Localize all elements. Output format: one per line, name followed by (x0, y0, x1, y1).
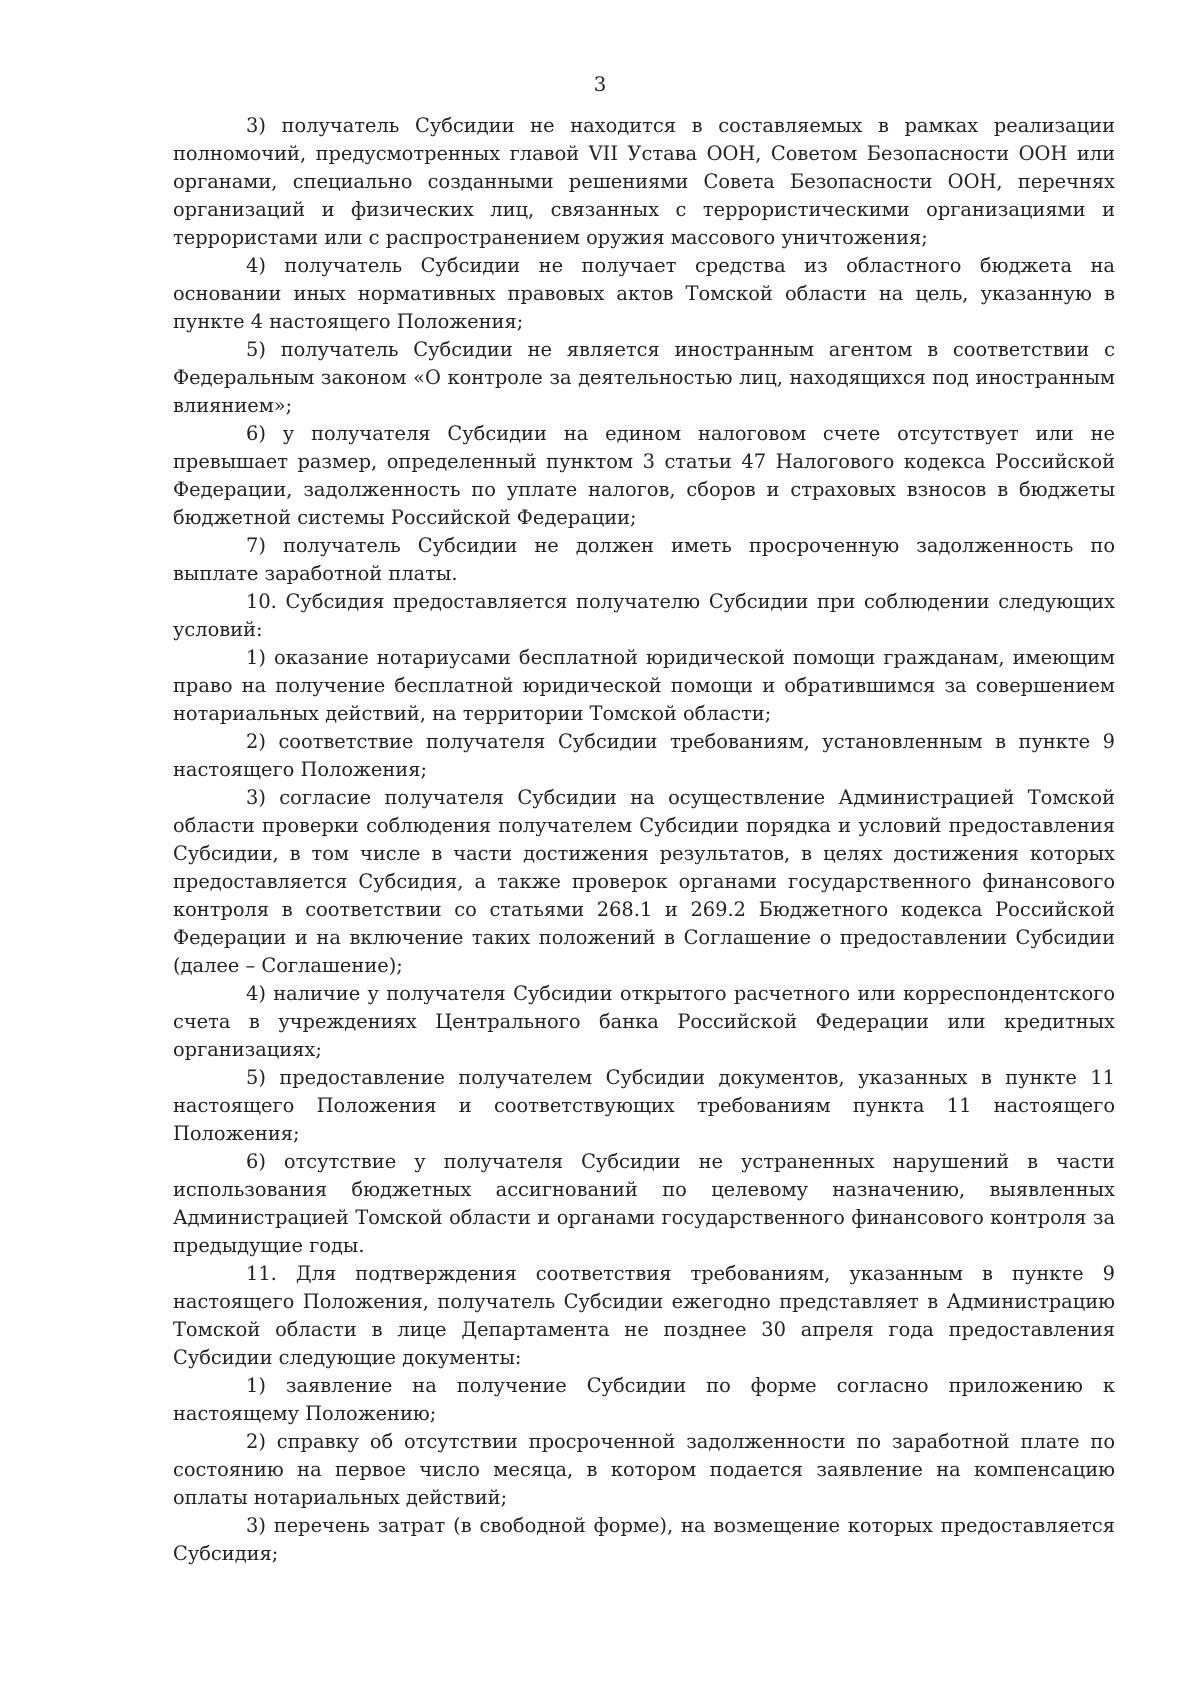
paragraph-item-11-1: 1) заявление на получение Субсидии по форме согласно приложению к настоящему Положению; (173, 1374, 1115, 1425)
page-number: 3 (593, 72, 607, 96)
document-body (173, 112, 1115, 1568)
paragraph-clause-10: 10. Субсидия предоставляется получателю Субсидии при соблюдении следующих условий: (173, 590, 1115, 641)
paragraph-item-10-3: 3) согласие получателя Субсидии на осуществление Администрацией Томской области проверки соблюдения получателем Субсидии порядка и условий предоставления Субсидии, в том числе в части достижения результатов, в целях достижения которых предоставляется Субсидия, а также проверок органами государственного финансового контроля в соответствии со статьями 268.1 и 269.2 Бюджетного кодекса Российской Федерации и на включение таких положений в Соглашение о предоставлении Субсидии (далее – Соглашение); (173, 786, 1115, 977)
paragraph-item-9-7: 7) получатель Субсидии не должен иметь просроченную задолженность по выплате заработной платы. (173, 534, 1115, 585)
paragraph-item-10-1: 1) оказание нотариусами бесплатной юридической помощи гражданам, имеющим право на получение бесплатной юридической помощи и обратившимся за совершением нотариальных действий, на территории Томской области; (173, 646, 1115, 725)
paragraph-item-11-3: 3) перечень затрат (в свободной форме), на возмещение которых предоставляется Субсидия; (173, 1514, 1115, 1565)
paragraph-clause-11: 11. Для подтверждения соответствия требованиям, указанным в пункте 9 настоящего Положения, получатель Субсидии ежегодно представляет в Администрацию Томской области в лице Департамента не позднее 30 апреля года предоставления Субсидии следующие документы: (173, 1262, 1115, 1369)
paragraph-item-10-4: 4) наличие у получателя Субсидии открытого расчетного или корреспондентского счета в учреждениях Центрального банка Российской Федерации или кредитных организациях; (173, 982, 1115, 1061)
paragraph-item-10-2: 2) соответствие получателя Субсидии требованиям, установленным в пункте 9 настоящего Положения; (173, 730, 1115, 781)
paragraph-item-10-5: 5) предоставление получателем Субсидии документов, указанных в пункте 11 настоящего Положения и соответствующих требованиям пункта 11 настоящего Положения; (173, 1066, 1115, 1145)
paragraph-item-9-3: 3) получатель Субсидии не находится в составляемых в рамках реализации полномочий, предусмотренных главой VII Устава ООН, Советом Безопасности ООН или органами, специально созданными решениями Совета Безопасности ООН, перечнях организаций и физических лиц, связанных с террористическими организациями и террористами или с распространением оружия массового уничтожения; (173, 114, 1115, 249)
paragraph-item-9-6: 6) у получателя Субсидии на едином налоговом счете отсутствует или не превышает размер, определенный пунктом 3 статьи 47 Налогового кодекса Российской Федерации, задолженность по уплате налогов, сборов и страховых взносов в бюджеты бюджетной системы Российской Федерации; (173, 422, 1115, 529)
paragraph-item-10-6: 6) отсутствие у получателя Субсидии не устраненных нарушений в части использования бюджетных ассигнований по целевому назначению, выявленных Администрацией Томской области и органами государственного финансового контроля за предыдущие годы. (173, 1150, 1115, 1257)
paragraph-item-9-5: 5) получатель Субсидии не является иностранным агентом в соответствии с Федеральным законом «О контроле за деятельностью лиц, находящихся под иностранным влиянием»; (173, 338, 1115, 417)
paragraph-item-11-2: 2) справку об отсутствии просроченной задолженности по заработной плате по состоянию на первое число месяца, в котором подается заявление на компенсацию оплаты нотариальных действий; (173, 1430, 1115, 1509)
paragraph-item-9-4: 4) получатель Субсидии не получает средства из областного бюджета на основании иных нормативных правовых актов Томской области на цель, указанную в пункте 4 настоящего Положения; (173, 254, 1115, 333)
